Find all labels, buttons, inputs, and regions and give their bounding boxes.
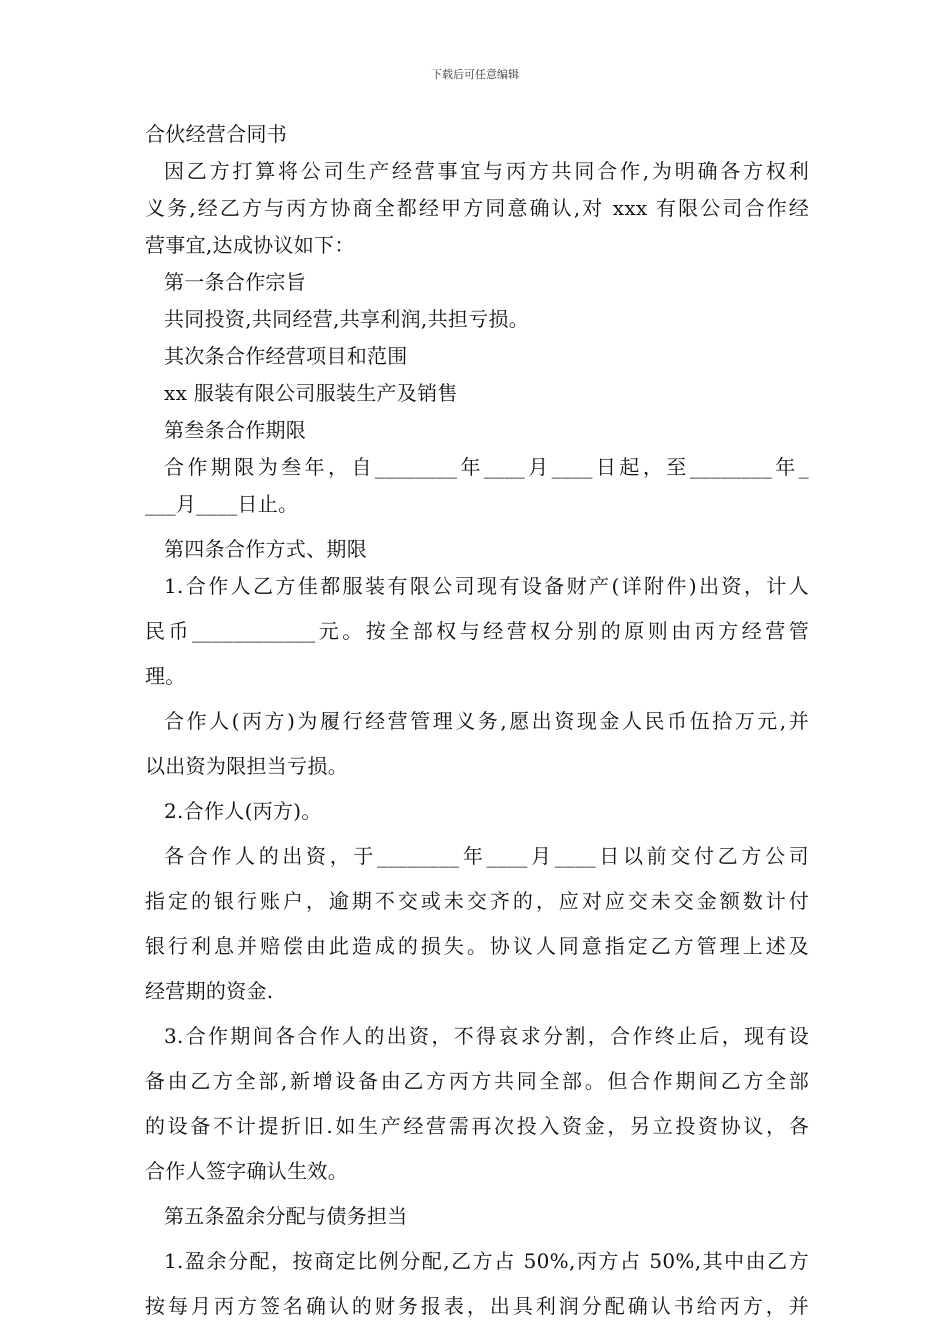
text-line: 的设备不计提折旧.如生产经营需再次投入资金，另立投资协议，各 xyxy=(145,1114,809,1138)
text-line: 1.盈余分配，按商定比例分配,乙方占 50%,丙方占 50%,其中由乙方 xyxy=(164,1249,809,1273)
text-line: 民币____________元。按全部权与经营权分别的原则由丙方经营管 xyxy=(145,619,809,643)
text-line: 义务,经乙方与丙方协商全都经甲方同意确认,对 xxx 有限公司合作经 xyxy=(145,196,809,220)
text-line: 合作人(丙方)为履行经营管理义务,愿出资现金人民币伍拾万元,并 xyxy=(164,709,809,733)
text-line: 1.合作人乙方佳都服装有限公司现有设备财产(详附件)出资，计人 xyxy=(164,574,809,598)
text-line: 其次条合作经营项目和范围 xyxy=(164,344,408,368)
text-line: 第一条合作宗旨 xyxy=(164,270,307,294)
text-line: 共同投资,共同经营,共享利润,共担亏损。 xyxy=(164,307,530,331)
text-line: 指定的银行账户，逾期不交或未交齐的，应对应交未交金额数计付 xyxy=(145,889,809,913)
text-line: 第五条盈余分配与债务担当 xyxy=(164,1204,408,1228)
text-line: 因乙方打算将公司生产经营事宜与丙方共同合作,为明确各方权利 xyxy=(164,159,809,183)
text-line: 第四条合作方式、期限 xyxy=(164,537,367,561)
text-line: 各合作人的出资，于________年____月____日以前交付乙方公司 xyxy=(164,844,809,868)
text-line: 银行利息并赔偿由此造成的损失。协议人同意指定乙方管理上述及 xyxy=(145,934,809,958)
text-line: 理。 xyxy=(145,664,186,688)
text-line: 营事宜,达成协议如下： xyxy=(145,233,355,257)
text-line: 按每月丙方签名确认的财务报表，出具利润分配确认书给丙方，并 xyxy=(145,1294,809,1318)
text-line: 备由乙方全部,新增设备由乙方丙方共同全部。但合作期间乙方全部 xyxy=(145,1069,809,1093)
text-line: 经营期的资金. xyxy=(145,979,274,1003)
document-body xyxy=(145,116,809,1325)
text-line: 3.合作期间各合作人的出资，不得哀求分割，合作终止后，现有设 xyxy=(164,1024,809,1048)
text-line: 合作人签字确认生效。 xyxy=(145,1159,348,1183)
text-line: 2.合作人(丙方)。 xyxy=(164,799,322,823)
text-line: 第叁条合作期限 xyxy=(164,418,307,442)
text-line: 合作期限为叁年，自________年____月____日起，至________年_ xyxy=(164,455,809,479)
page-header: 下载后可任意编辑 xyxy=(431,68,519,81)
text-line: ___月____日止。 xyxy=(145,492,299,516)
document-title: 合伙经营合同书 xyxy=(145,122,288,146)
text-line: xx 服装有限公司服装生产及销售 xyxy=(164,381,458,405)
text-line: 以出资为限担当亏损。 xyxy=(145,754,348,778)
